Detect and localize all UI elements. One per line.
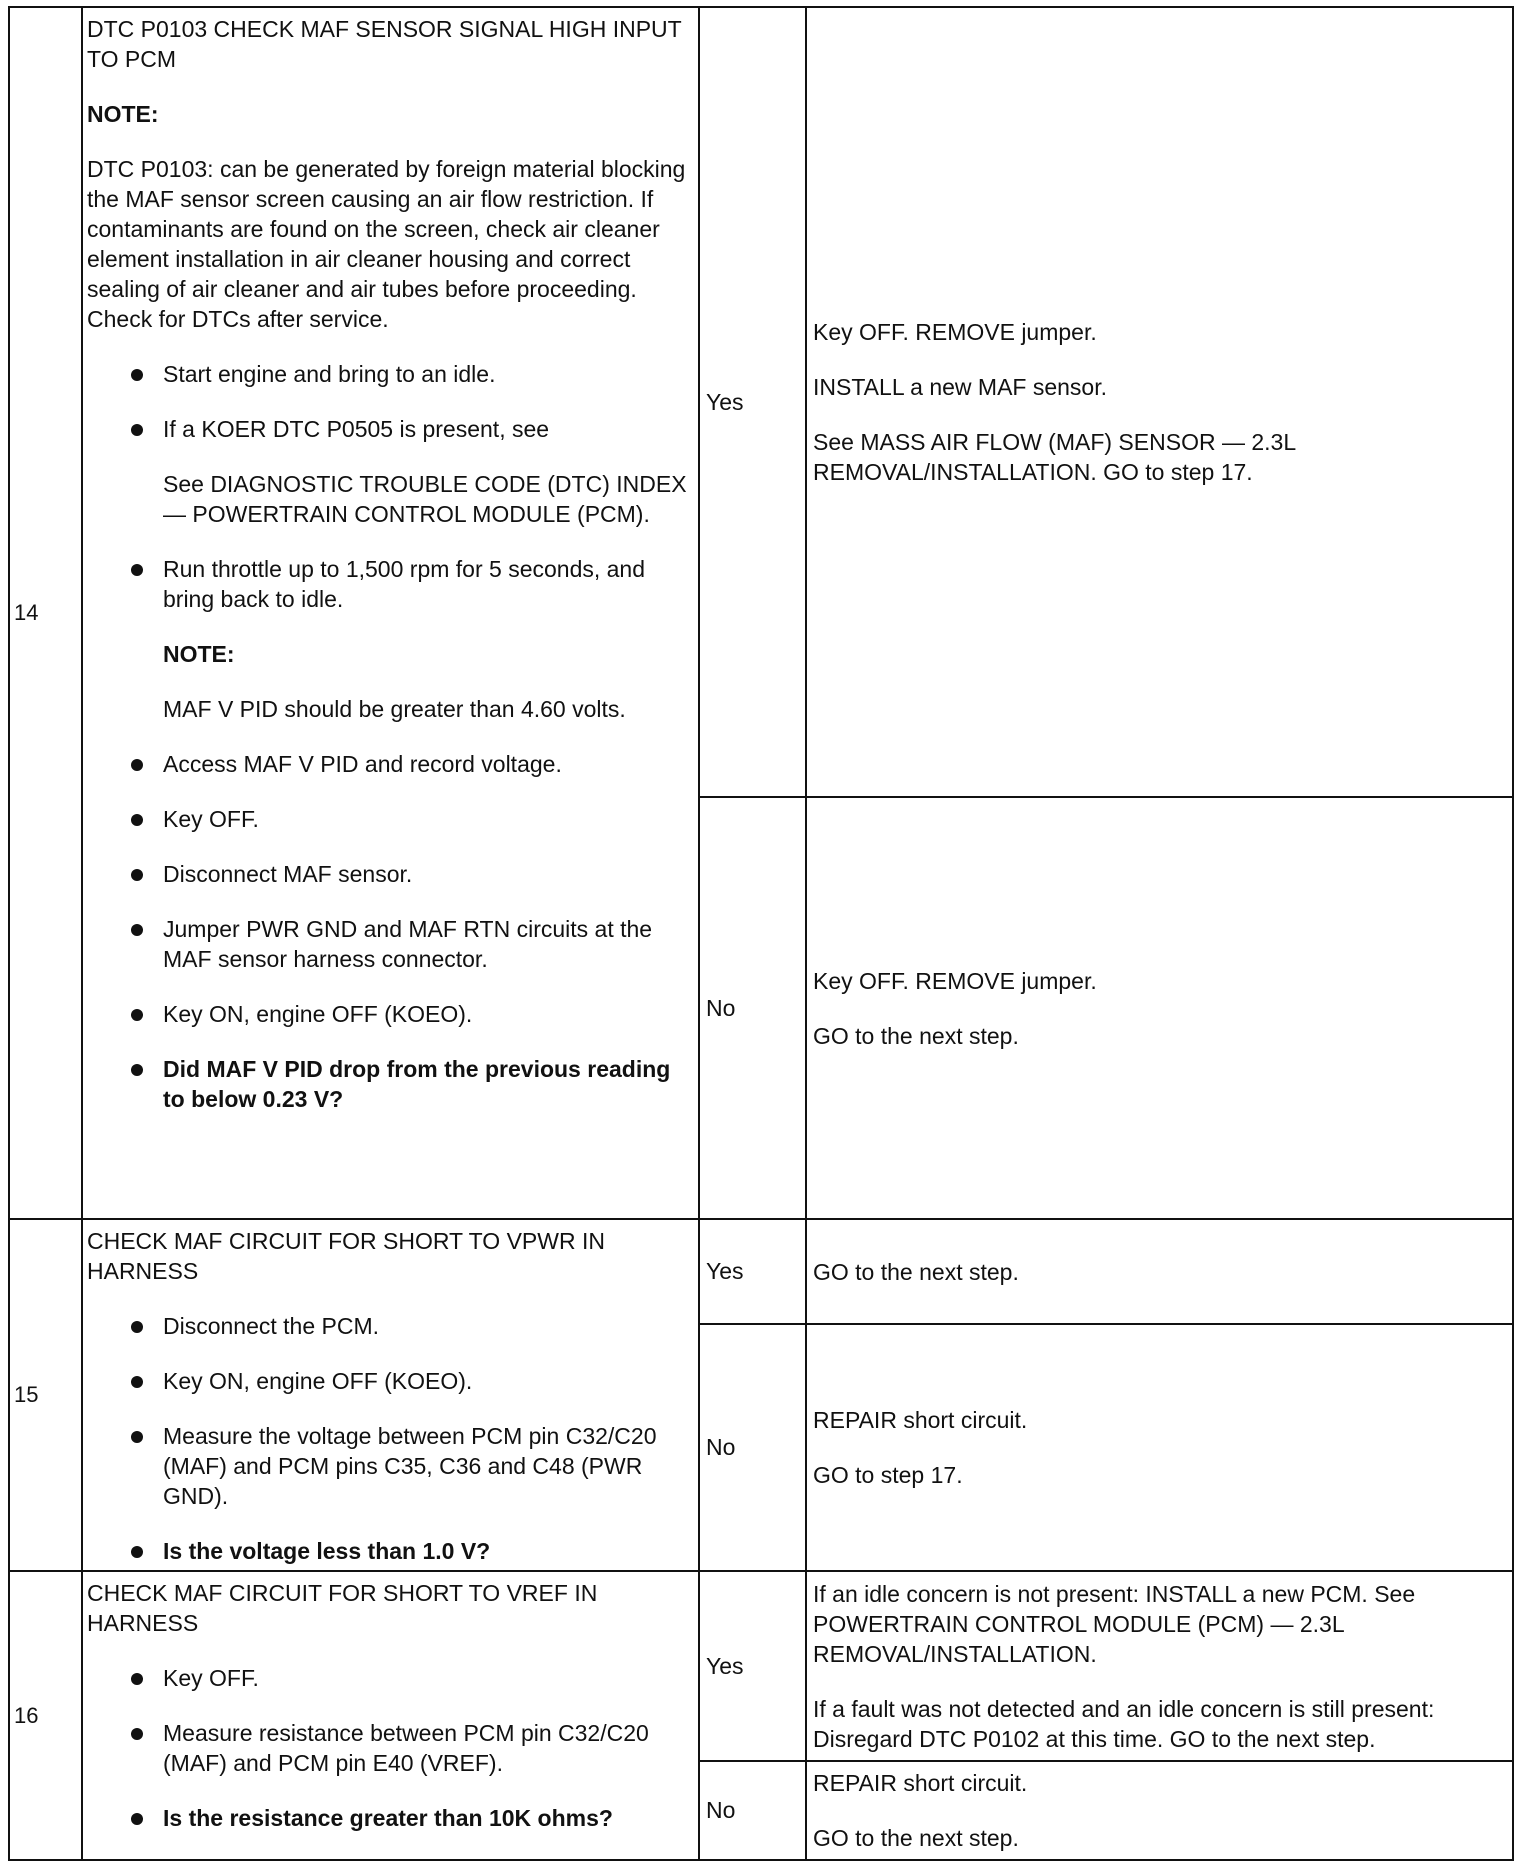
bullet-icon: [131, 1673, 143, 1685]
bullet-icon: [131, 869, 143, 881]
bullet-icon: [131, 1546, 143, 1558]
action-text: If an idle concern is not present: INSTALL a new PCM. See POWERTRAIN CONTROL MODULE (PCM) — 2.3L REMOVAL/INSTALLATION.: [813, 1580, 1416, 1667]
bullet-icon: [131, 1376, 143, 1388]
list-item: Disconnect the PCM.: [87, 1311, 692, 1341]
list-item: Key ON, engine OFF (KOEO).: [87, 1366, 692, 1396]
step-number: 14: [9, 7, 82, 1219]
bullet-icon: [131, 1009, 143, 1021]
bullet-icon: [131, 814, 143, 826]
diagnostic-table: [8, 6, 1514, 1861]
yes-label: Yes: [699, 1571, 806, 1761]
list-item: Start engine and bring to an idle.: [87, 359, 692, 389]
step-number: 16: [9, 1571, 82, 1860]
list-item: Jumper PWR GND and MAF RTN circuits at the MAF sensor harness connector.: [87, 914, 692, 974]
list-item: Run throttle up to 1,500 rpm for 5 seconds, and bring back to idle. NOTE: MAF V PID should be greater than 4.60 volts.: [87, 554, 692, 724]
step-14-row: [9, 7, 1513, 797]
yes-actions: [806, 7, 1513, 797]
no-label: No: [699, 797, 806, 1219]
action-text: REPAIR short circuit.: [813, 1407, 1028, 1433]
action-text: REPAIR short circuit.: [813, 1770, 1028, 1796]
action-text: If a fault was not detected and an idle concern is still present: Disregard DTC P0102 at this time. GO to the next step.: [813, 1695, 1435, 1752]
sub-note-text: MAF V PID should be greater than 4.60 volts.: [163, 696, 626, 722]
list-item: If a KOER DTC P0505 is present, see See DIAGNOSTIC TROUBLE CODE (DTC) INDEX — POWERTRAIN CONTROL MODULE (PCM).: [87, 414, 692, 529]
step-number: 15: [9, 1219, 82, 1571]
bullet-icon: [131, 1728, 143, 1740]
no-actions: [806, 1761, 1513, 1860]
bullet-icon: [131, 369, 143, 381]
action-text: GO to the next step.: [813, 1022, 1019, 1049]
list-item: Key OFF.: [87, 1663, 692, 1693]
yes-actions: [806, 1219, 1513, 1324]
yes-label: Yes: [699, 1219, 806, 1324]
list-item: Measure the voltage between PCM pin C32/C20 (MAF) and PCM pins C35, C36 and C48 (PWR GND).: [87, 1421, 692, 1511]
yes-label: Yes: [699, 7, 806, 797]
note-label: NOTE:: [87, 101, 159, 127]
step-title: DTC P0103 CHECK MAF SENSOR SIGNAL HIGH INPUT TO PCM: [87, 16, 682, 72]
bullet-list: [87, 359, 692, 1114]
question-item: Did MAF V PID drop from the previous reading to below 0.23 V?: [87, 1054, 692, 1114]
list-item: Access MAF V PID and record voltage.: [87, 749, 692, 779]
test-cell: [82, 1571, 699, 1860]
no-label: No: [699, 1324, 806, 1571]
sub-note-label: NOTE:: [163, 641, 235, 667]
no-actions: [806, 797, 1513, 1219]
no-actions: [806, 1324, 1513, 1571]
no-label: No: [699, 1761, 806, 1860]
bullet-list: [87, 1311, 692, 1566]
note-text: DTC P0103: can be generated by foreign material blocking the MAF sensor screen causing an air flow restriction. If contaminants are found on the screen, check air cleaner element installation in air cleaner housing and correct sealing of air cleaner and air tubes before proceeding. Check for DTCs after service.: [87, 156, 686, 332]
action-text: Key OFF. REMOVE jumper.: [813, 967, 1097, 994]
list-item: Disconnect MAF sensor.: [87, 859, 692, 889]
bullet-list: [87, 1663, 692, 1833]
step-title: CHECK MAF CIRCUIT FOR SHORT TO VPWR IN HARNESS: [87, 1228, 605, 1284]
step-16-row: [9, 1571, 1513, 1761]
see-reference: See DIAGNOSTIC TROUBLE CODE (DTC) INDEX — POWERTRAIN CONTROL MODULE (PCM).: [163, 471, 687, 527]
bullet-icon: [131, 424, 143, 436]
bullet-icon: [131, 1064, 143, 1076]
question-item: Is the resistance greater than 10K ohms?: [87, 1803, 692, 1833]
step-15-row: [9, 1219, 1513, 1324]
action-text: INSTALL a new MAF sensor.: [813, 374, 1108, 400]
bullet-icon: [131, 1813, 143, 1825]
action-text: GO to the next step.: [813, 1825, 1019, 1851]
test-cell: [82, 7, 699, 1219]
yes-actions: [806, 1571, 1513, 1761]
bullet-icon: [131, 924, 143, 936]
step-title: CHECK MAF CIRCUIT FOR SHORT TO VREF IN HARNESS: [87, 1580, 598, 1636]
question-item: Is the voltage less than 1.0 V?: [87, 1536, 692, 1566]
action-text: GO to step 17.: [813, 1462, 963, 1488]
bullet-icon: [131, 759, 143, 771]
bullet-icon: [131, 564, 143, 576]
bullet-icon: [131, 1321, 143, 1333]
list-item: Measure resistance between PCM pin C32/C20 (MAF) and PCM pin E40 (VREF).: [87, 1718, 692, 1778]
list-item: Key OFF.: [87, 804, 692, 834]
action-text: Key OFF. REMOVE jumper.: [813, 319, 1097, 345]
test-cell: [82, 1219, 699, 1571]
action-text: See MASS AIR FLOW (MAF) SENSOR — 2.3L REMOVAL/INSTALLATION. GO to step 17.: [813, 429, 1296, 485]
action-text: GO to the next step.: [813, 1258, 1019, 1285]
bullet-icon: [131, 1431, 143, 1443]
list-item: Key ON, engine OFF (KOEO).: [87, 999, 692, 1029]
